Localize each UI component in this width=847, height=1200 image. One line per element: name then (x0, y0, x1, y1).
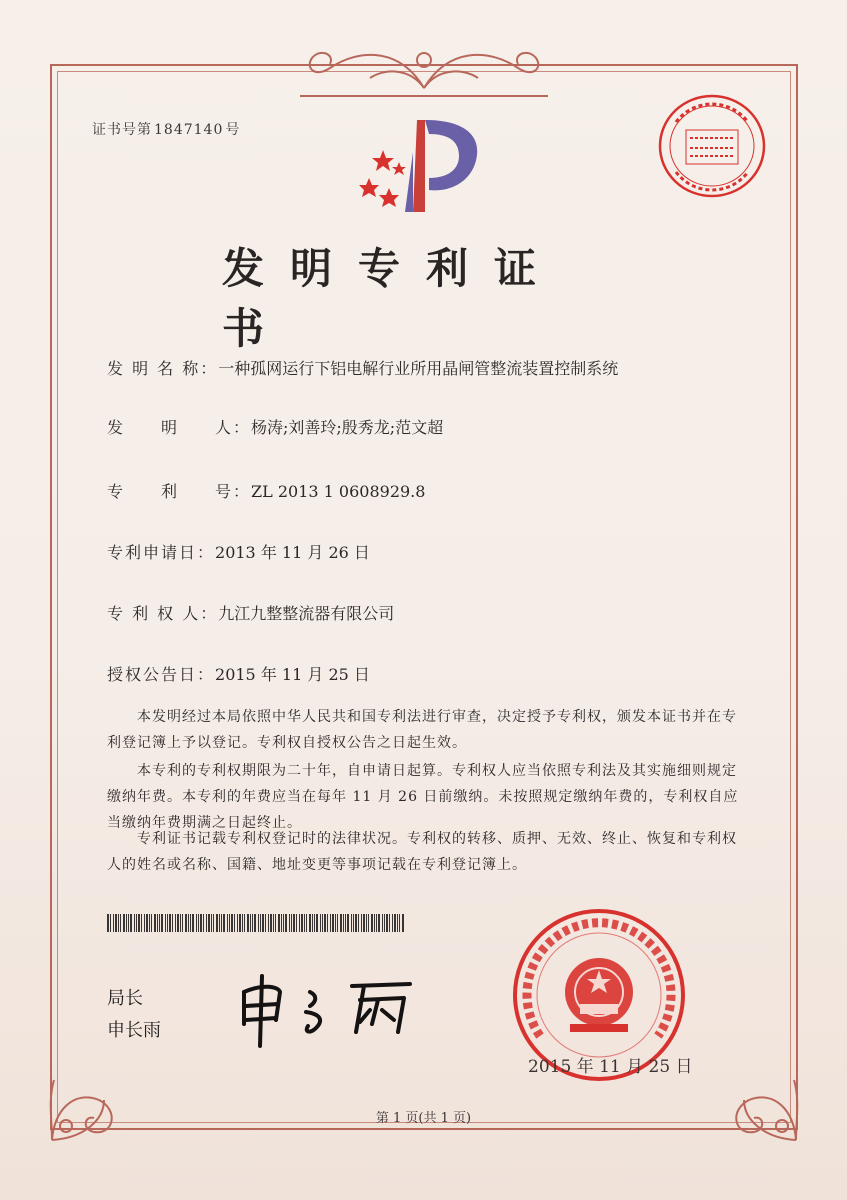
body-paragraph-1: 本发明经过本局依照中华人民共和国专利法进行审查，决定授予专利权，颁发本证书并在专利登记簿上予以登记。专利权自授权公告之日起生效。 (107, 709, 737, 751)
director-signature (232, 962, 432, 1052)
body-paragraph-3: 专利证书记载专利权登记时的法律状况。专利权的转移、质押、无效、终止、恢复和专利权人的姓名或名称、国籍、地址变更等事项记载在专利登记簿上。 (107, 831, 737, 873)
sipo-logo-icon (355, 112, 485, 222)
invention-name-value: 一种孤网运行下铝电解行业所用晶闸管整流装置控制系统 (218, 359, 619, 378)
filing-date-value: 2013 年 11 月 26 日 (215, 543, 370, 562)
patent-number-label: 专 利 号： (107, 482, 252, 501)
inventor-value: 杨涛;刘善玲;殷秀龙;范文超 (251, 418, 444, 437)
filing-date-label: 专利申请日： (107, 543, 216, 562)
certificate-number-suffix: 号 (225, 122, 241, 138)
inventor-label: 发 明 人： (107, 418, 252, 437)
patent-number-value: ZL 2013 1 0608929.8 (251, 482, 426, 501)
grant-date-label: 授权公告日： (107, 665, 216, 684)
director-title: 局长 (107, 988, 143, 1009)
bottom-left-ornament (44, 1040, 154, 1150)
invention-name-row (107, 356, 618, 379)
barcode (107, 914, 407, 932)
page-number: 第 1 页(共 1 页) (375, 1111, 472, 1126)
patentee-value: 九江九整整流器有限公司 (218, 604, 395, 623)
certificate-number (92, 119, 242, 139)
invention-name-label: 发 明 名 称： (107, 359, 219, 378)
director-name: 申长雨 (107, 1020, 161, 1041)
patentee-row (107, 601, 394, 624)
grant-date-row (107, 662, 370, 685)
patentee-label: 专 利 权 人： (107, 604, 219, 623)
certificate-number-value: 1847140 (154, 122, 224, 138)
inventor-row (107, 415, 443, 438)
seal-date: 2015 年 11 月 25 日 (528, 1057, 693, 1077)
top-ornament (290, 38, 558, 98)
tax-stamp-seal (656, 92, 768, 200)
certificate-number-label: 证书号第 (92, 122, 152, 138)
grant-date-value: 2015 年 11 月 25 日 (215, 665, 370, 684)
body-paragraph-2: 本专利的专利权期限为二十年，自申请日起算。专利权人应当依照专利法及其实施细则规定缴纳年费。本专利的年费应当在每年 11 月 26 日前缴纳。未按照规定缴纳年费的，专利权自应当缴纳年费期满之日起终止。 (107, 763, 739, 831)
filing-date-row (107, 540, 370, 563)
bottom-right-ornament (694, 1040, 804, 1150)
document-title: 发明专利证书 (222, 244, 563, 353)
patent-number-row (107, 479, 425, 502)
